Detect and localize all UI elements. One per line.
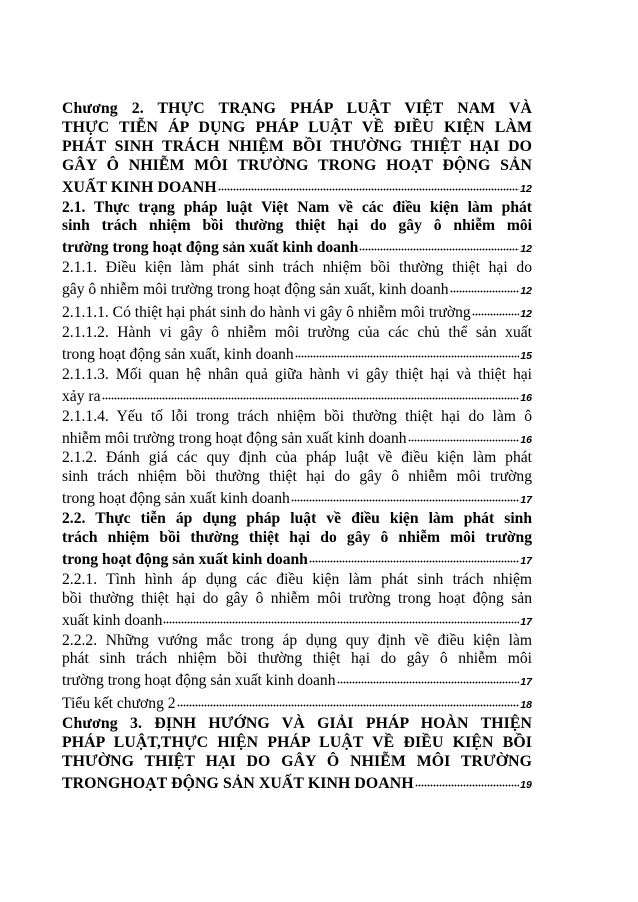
page-number: 18 (520, 699, 532, 712)
toc-entry-last-line (62, 692, 532, 715)
toc-entry-s2-1[interactable] (62, 199, 532, 260)
toc-entry-title: gây ô nhiễm môi trường trong hoạt động sản xuất, kinh doanh (62, 281, 449, 299)
toc-entry-line: PHÁP LUẬT,THỰC HIỆN PHÁP LUẬT VỀ ĐIỀU KIỆN BỒI (62, 734, 532, 752)
toc-entry-line: 2.2. Thực tiễn áp dụng pháp luật về điều kiện làm phát sinh (62, 510, 532, 528)
dot-leader (218, 176, 519, 192)
toc-entry-s2-1-1-1[interactable] (62, 301, 532, 324)
toc-entry-s2-1-1-3[interactable] (62, 366, 532, 408)
dot-leader (102, 385, 520, 401)
toc-entry-last-line (62, 176, 532, 199)
page-number: 17 (520, 554, 532, 567)
toc-entry-ch3[interactable] (62, 715, 532, 795)
dot-leader (163, 609, 519, 625)
toc-entry-title: 2.1.1.1. Có thiệt hại phát sinh do hành vi gây ô nhiễm môi trường (62, 304, 471, 322)
toc-entry-last-line (62, 385, 532, 408)
toc-entry-line: PHÁT SINH TRÁCH NHIỆM BỒI THƯỜNG THIỆT HẠI DO (62, 137, 532, 155)
toc-entry-line: 2.1.1.4. Yếu tố lỗi trong trách nhiệm bồi thường thiệt hại do làm ô (62, 407, 532, 425)
page-number: 12 (520, 285, 532, 298)
toc-entry-last-line (62, 343, 532, 366)
toc-entry-last-line (62, 772, 532, 795)
toc-entry-line: 2.1.1.3. Mối quan hệ nhân quả giữa hành vi gây thiệt hại và thiệt hại (62, 365, 532, 383)
dot-leader (359, 236, 519, 252)
dot-leader (472, 301, 520, 317)
toc-entry-s2-1-1[interactable] (62, 259, 532, 301)
toc-entry-line: 2.2.1. Tình hình áp dụng các điều kiện làm phát sinh trách nhiệm (62, 570, 532, 588)
page-number: 12 (520, 308, 532, 321)
toc-entry-s2-1-2[interactable] (62, 449, 532, 510)
toc-entry-last-line (62, 548, 532, 571)
toc-entry-s2-2-1[interactable] (62, 571, 532, 632)
toc-entry-last-line (62, 609, 532, 632)
toc-entry-line: THỰC TIỄN ÁP DỤNG PHÁP LUẬT VỀ ĐIỀU KIỆN LÀM (62, 118, 532, 136)
toc-entry-line: 2.2.2. Những vướng mắc trong áp dụng quy định về điều kiện làm (62, 631, 532, 649)
toc-entry-s2-2-2[interactable] (62, 632, 532, 693)
dot-leader (408, 427, 520, 443)
toc-entry-summary2[interactable] (62, 692, 532, 715)
toc-entry-line: Chương 2. THỰC TRẠNG PHÁP LUẬT VIỆT NAM VÀ (62, 100, 532, 117)
toc-entry-last-line (62, 301, 532, 324)
toc-entry-last-line (62, 236, 532, 259)
toc-entry-line: THƯỜNG THIỆT HẠI DO GÂY Ô NHIỄM MÔI TRƯỜNG (62, 753, 532, 770)
dot-leader (337, 669, 520, 685)
page-number: 17 (520, 494, 532, 507)
toc-entry-title: trong hoạt động sản xuất kinh doanh (62, 550, 308, 568)
toc-entry-title: trường trong hoạt động sản xuất kinh doanh (62, 672, 336, 690)
dot-leader (291, 487, 520, 503)
dot-leader (295, 343, 520, 359)
toc-entry-line: phát sinh trách nhiệm bồi thường thiệt hại do gây ô nhiễm môi (62, 650, 532, 668)
page-number: 16 (520, 391, 532, 404)
page-number: 17 (520, 676, 532, 689)
toc-entry-last-line (62, 669, 532, 692)
toc-entry-line: 2.1.1.2. Hành vi gây ô nhiễm môi trường của các chủ thể sản xuất (62, 323, 532, 341)
toc-entry-title: xảy ra (62, 387, 101, 405)
toc-entry-title: XUẤT KINH DOANH (62, 178, 217, 196)
toc-entry-line: 2.1.2. Đánh giá các quy định của pháp luật về điều kiện làm phát (62, 449, 532, 467)
dot-leader (309, 548, 519, 564)
toc-entry-title: trong hoạt động sản xuất kinh doanh (62, 490, 290, 508)
page-number: 19 (520, 778, 532, 791)
toc-entry-last-line (62, 427, 532, 450)
toc-entry-title: xuất kinh doanh (62, 611, 163, 629)
toc-entry-line: sinh trách nhiệm bồi thường thiệt hại do gây ô nhiễm môi (62, 217, 532, 235)
table-of-contents (62, 100, 532, 795)
toc-entry-line: bồi thường thiệt hại do gây ô nhiễm môi trường trong hoạt động sản (62, 589, 532, 607)
toc-entry-last-line (62, 487, 532, 510)
toc-entry-line: 2.1. Thực trạng pháp luật Việt Nam về các điều kiện làm phát (62, 198, 532, 216)
toc-entry-title: TRONGHOẠT ĐỘNG SẢN XUẤT KINH DOANH (62, 774, 414, 792)
toc-entry-s2-2[interactable] (62, 510, 532, 571)
toc-entry-title: trong hoạt động sản xuất, kinh doanh (62, 345, 294, 363)
toc-entry-ch2[interactable] (62, 100, 532, 199)
toc-entry-line: GÂY Ô NHIỄM MÔI TRƯỜNG TRONG HOẠT ĐỘNG SẢN (62, 156, 532, 174)
page-number: 16 (520, 433, 532, 446)
page-number: 12 (520, 182, 532, 195)
toc-entry-title: Tiểu kết chương 2 (62, 695, 176, 713)
dot-leader (450, 278, 520, 294)
toc-entry-last-line (62, 278, 532, 301)
page-number: 17 (520, 615, 532, 628)
toc-entry-s2-1-1-2[interactable] (62, 324, 532, 366)
dot-leader (415, 772, 519, 788)
toc-entry-s2-1-1-4[interactable] (62, 408, 532, 450)
toc-entry-line: trách nhiệm bồi thường thiệt hại do gây ô nhiễm môi trường (62, 529, 532, 547)
toc-entry-line: Chương 3. ĐỊNH HƯỚNG VÀ GIẢI PHÁP HOÀN THIỆN (62, 715, 532, 733)
dot-leader (177, 692, 520, 708)
toc-entry-line: 2.1.1. Điều kiện làm phát sinh trách nhiệm bồi thường thiệt hại do (62, 259, 532, 277)
page-number: 12 (520, 243, 532, 256)
toc-entry-title: nhiễm môi trường trong hoạt động sản xuất kinh doanh (62, 429, 407, 447)
page-number: 15 (520, 349, 532, 362)
toc-entry-title: trường trong hoạt động sản xuất kinh doanh (62, 239, 359, 257)
toc-entry-line: sinh trách nhiệm bồi thường thiệt hại do gây ô nhiễm môi trường (62, 468, 532, 486)
